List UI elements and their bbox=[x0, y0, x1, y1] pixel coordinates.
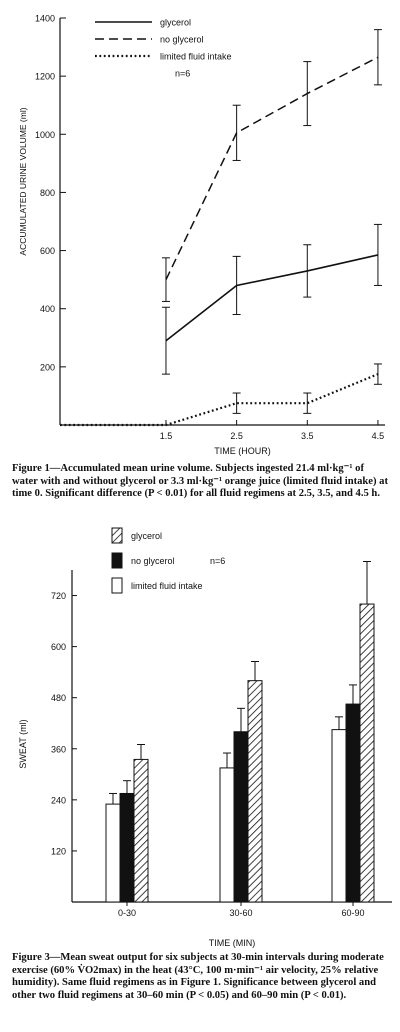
bar-glycerol-30-60 bbox=[248, 681, 262, 902]
fig3-x-tick-label: 30-60 bbox=[229, 908, 253, 918]
fig1-y-tick-label: 1200 bbox=[34, 71, 55, 82]
figure-3-caption: Figure 3—Mean sweat output for six subjects at 30-min intervals during moderate exercise (60% V̇O2max) in the heat (43°C, 100 m·min⁻¹ air velocity, 25% relative humidity). Same fluid regimens as in Figure 1. Significance between glycerol and other two fluid regimens at 30–60 min (P < 0.05) and 60–90 min (P < 0.01). bbox=[12, 952, 384, 1001]
fig1-x-tick-label: 4.5 bbox=[371, 431, 385, 441]
bar-limited-fluid-intake-60-90 bbox=[332, 730, 346, 902]
fig1-sample-size: n=6 bbox=[175, 68, 191, 79]
fig3-y-tick-label: 120 bbox=[50, 846, 66, 857]
fig1-legend bbox=[95, 18, 232, 79]
fig3-y-tick-label: 360 bbox=[50, 744, 66, 755]
legend-swatch-no-glycerol bbox=[112, 553, 122, 568]
fig3-legend bbox=[112, 528, 225, 593]
fig1-y-tick-label: 200 bbox=[39, 362, 55, 373]
bar-no-glycerol-30-60 bbox=[234, 732, 248, 902]
bar-glycerol-60-90 bbox=[360, 604, 374, 902]
legend-label-limited-fluid-intake: limited fluid intake bbox=[160, 51, 232, 62]
bar-no-glycerol-60-90 bbox=[346, 704, 360, 902]
figure-1-caption: Figure 1—Accumulated mean urine volume. Subjects ingested 21.4 ml·kg⁻¹ of water with and without glycerol or 3.3 ml·kg⁻¹ orange juice (limited fluid intake) at time 0. Significant difference (P < 0.01) for all fluid regimens at 2.5, 3.5, and 4.5 h. bbox=[12, 463, 389, 500]
fig3-y-tick-label: 240 bbox=[50, 795, 66, 806]
legend-swatch-glycerol bbox=[112, 528, 122, 543]
urine-volume-chart bbox=[0, 0, 400, 460]
fig1-y-axis-label: ACCUMULATED URINE VOLUME (ml) bbox=[18, 107, 28, 256]
fig3-x-tick-label: 0-30 bbox=[117, 908, 137, 918]
bar-no-glycerol-0-30 bbox=[120, 793, 134, 902]
fig1-y-tick-label: 1400 bbox=[34, 13, 55, 24]
fig3-y-tick-label: 480 bbox=[50, 693, 66, 704]
fig3-data bbox=[106, 561, 374, 902]
fig1-x-tick-label: 3.5 bbox=[301, 431, 314, 441]
legend-label-glycerol: glycerol bbox=[131, 531, 163, 541]
legend-label-no-glycerol: no glycerol bbox=[131, 556, 175, 566]
legend-label-limited-fluid-intake: limited fluid intake bbox=[131, 581, 203, 591]
legend-label-glycerol: glycerol bbox=[160, 17, 192, 28]
fig1-data bbox=[60, 30, 382, 425]
fig1-x-axis-label: TIME (HOUR) bbox=[214, 446, 271, 456]
fig3-y-tick-label: 720 bbox=[50, 591, 66, 602]
fig1-y-tick-label: 800 bbox=[39, 187, 55, 198]
legend-label-no-glycerol: no glycerol bbox=[160, 34, 204, 45]
series-line-limited-fluid-intake bbox=[60, 374, 378, 425]
fig1-y-tick-label: 400 bbox=[39, 304, 55, 315]
bar-limited-fluid-intake-0-30 bbox=[106, 804, 120, 902]
fig1-x-tick-label: 2.5 bbox=[230, 431, 243, 441]
bar-limited-fluid-intake-30-60 bbox=[220, 768, 234, 902]
fig1-y-tick-label: 600 bbox=[39, 246, 55, 257]
fig3-y-tick-label: 600 bbox=[50, 642, 66, 653]
fig3-x-axis-label: TIME (MIN) bbox=[208, 938, 256, 948]
fig1-axes bbox=[18, 14, 385, 457]
series-line-glycerol bbox=[166, 255, 378, 341]
fig3-y-axis-label: SWEAT (ml) bbox=[18, 719, 28, 769]
series-line-no-glycerol bbox=[166, 57, 378, 279]
fig1-x-tick-label: 1.5 bbox=[159, 431, 173, 441]
bar-glycerol-0-30 bbox=[134, 759, 148, 902]
fig1-y-tick-label: 1000 bbox=[34, 129, 55, 140]
sweat-output-chart bbox=[0, 520, 400, 950]
fig3-sample-size: n=6 bbox=[210, 556, 226, 566]
legend-swatch-limited-fluid-intake bbox=[112, 578, 122, 593]
fig3-x-tick-label: 60-90 bbox=[341, 908, 365, 918]
